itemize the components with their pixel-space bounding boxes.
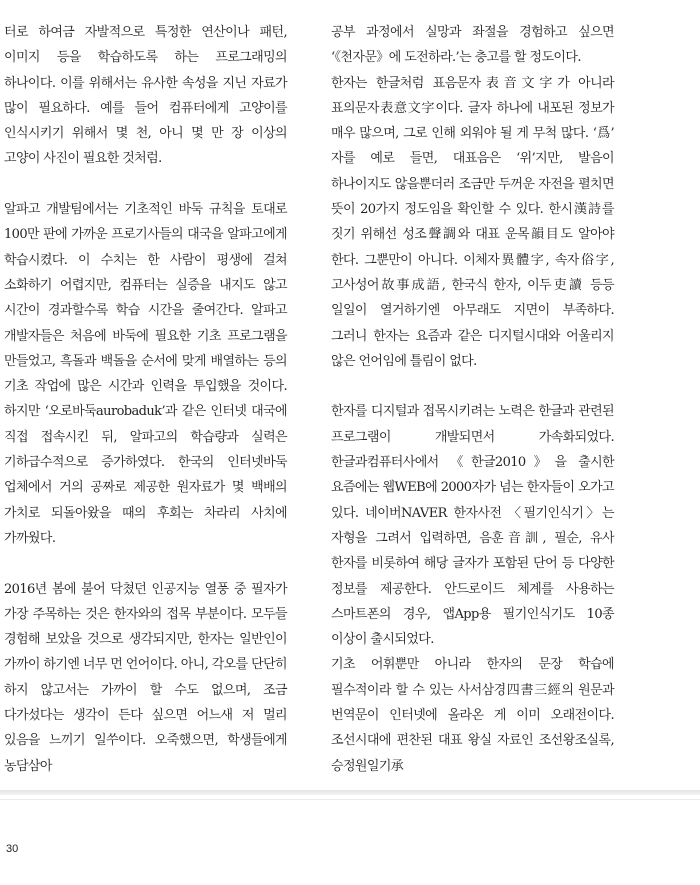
paragraph-cheonjamun-advice: 공부 과정에서 실망과 좌절을 경험하고 싶으면 ‘《천자문》에 도전하라.’는 충고를 할 정도이다. xyxy=(331,25,614,66)
paragraph-gap xyxy=(4,551,287,576)
paragraph-gap xyxy=(4,172,287,197)
paragraph-classics-online: 기초 어휘뿐만 아니라 한자의 문장 학습에 필수적이라 할 수 있는 사서삼경四書三經의 원문과 번역문이 인터넷에 올라온 게 이미 오래전이다. 조선시대에 편찬된 대표 왕실 자료인 조선왕조실록, 승정원일기承 xyxy=(331,657,614,774)
left-column xyxy=(4,20,287,779)
footer-rule-thin xyxy=(0,799,700,800)
right-column xyxy=(331,20,614,779)
paragraph-ideographic-script: 한자는 한글처럼 표음문자表音文字가 아니라 표의문자表意文字이다. 글자 하나에 내포된 정보가 매우 많으며, 그로 인해 외워야 될 게 무척 많다. ‘爲’ 자를 예로 들면, 대표음은 ‘위’지만, 발음이 하나이지도 않을뿐더러 조금만 두꺼운 자전을 펼치면 뜻이 20가지 정도임을 확인할 수 있다. 한시漢詩를 짓기 위해선 성조聲調와 대표 운목韻目도 알아야 한다. 그뿐만이 아니다. 이체자異體字, 속자俗字, 고사성어故事成語, 한국식 한자, 이두吏讀 등등 일일이 열거하기엔 아무래도 지면이 부족하다. 그러니 한자는 요즘과 같은 디지털시대와 어울리지 않은 언어임에 틀림이 없다. xyxy=(331,75,614,369)
paragraph-hanja-difficulty: 2016년 봄에 불어 닥쳤던 인공지능 열풍 중 필자가 가장 주목하는 것은 한자와의 접목 부분이다. 모두들 경험해 보았을 것으로 생각되지만, 한자는 일반인이 가까이 하기엔 너무 먼 언어이다. 아니, 각오를 단단히 하지 않고서는 가까이 할 수도 없으며, 조금 다가섰다는 생각이 든다 싶으면 어느새 저 멀리 있음을 느끼기 일쑤이다. 오죽했으면, 학생들에게 농담삼아 xyxy=(4,581,287,774)
paragraph-machine-learning: 터로 하여금 자발적으로 특정한 연산이나 패턴, 이미지 등을 학습하도록 하는 프로그래밍의 하나이다. 이를 위해서는 유사한 속성을 지닌 자료가 많이 필요하다. 예를 들어 컴퓨터에게 고양이를 인식시키기 위해서 몇 천, 아니 몇 만 장 이상의 고양이 사진이 필요한 것처럼. xyxy=(4,25,287,167)
page-number: 30 xyxy=(6,843,19,855)
paragraph-alphago-training: 알파고 개발팀에서는 기초적인 바둑 규칙을 토대로 100만 판에 가까운 프로기사들의 대국을 알파고에게 학습시켰다. 이 수치는 한 사람이 평생에 걸쳐 소화하기 어렵지만, 컴퓨터는 실증을 내지도 않고 시간이 경과할수록 학습 시간을 줄여간다. 알파고 개발자들은 처음에 바둑에 필요한 기초 프로그램을 만들었고, 흑돌과 백돌을 순서에 맞게 배열하는 등의 기초 작업에 많은 시간과 인력을 투입했을 것이다. 하지만 ‘오로바둑aurobaduk’과 같은 인터넷 대국에 직접 접속시킨 뒤, 알파고의 학습량과 실력은 기하급수적으로 증가하였다. 한국의 인터넷바둑 업체에서 거의 공짜로 제공한 원자료가 몇 백배의 가치로 되돌아왔을 때의 후회는 차라리 사치에 가까웠다. xyxy=(4,202,287,546)
footer-rule xyxy=(0,790,700,795)
paragraph-gap xyxy=(331,374,614,399)
paragraph-digital-hanja: 한자를 디지털과 접목시키려는 노력은 한글과 관련된 프로그램이 개발되면서 가속화되었다. 한글과컴퓨터사에서 《한글2010》을 출시한 요즘에는 웹WEB에 2000자가 넘는 한자들이 오가고 있다. 네이버NAVER 한자사전 〈필기인식기〉는 자형을 그려서 입력하면, 음훈音訓, 필순, 유사 한자를 비롯하여 해당 글자가 포함된 단어 등 다양한 정보를 제공한다. 안드로이드 체계를 사용하는 스마트폰의 경우, 앱App용 필기인식기도 10종 이상이 출시되었다. xyxy=(331,404,614,648)
